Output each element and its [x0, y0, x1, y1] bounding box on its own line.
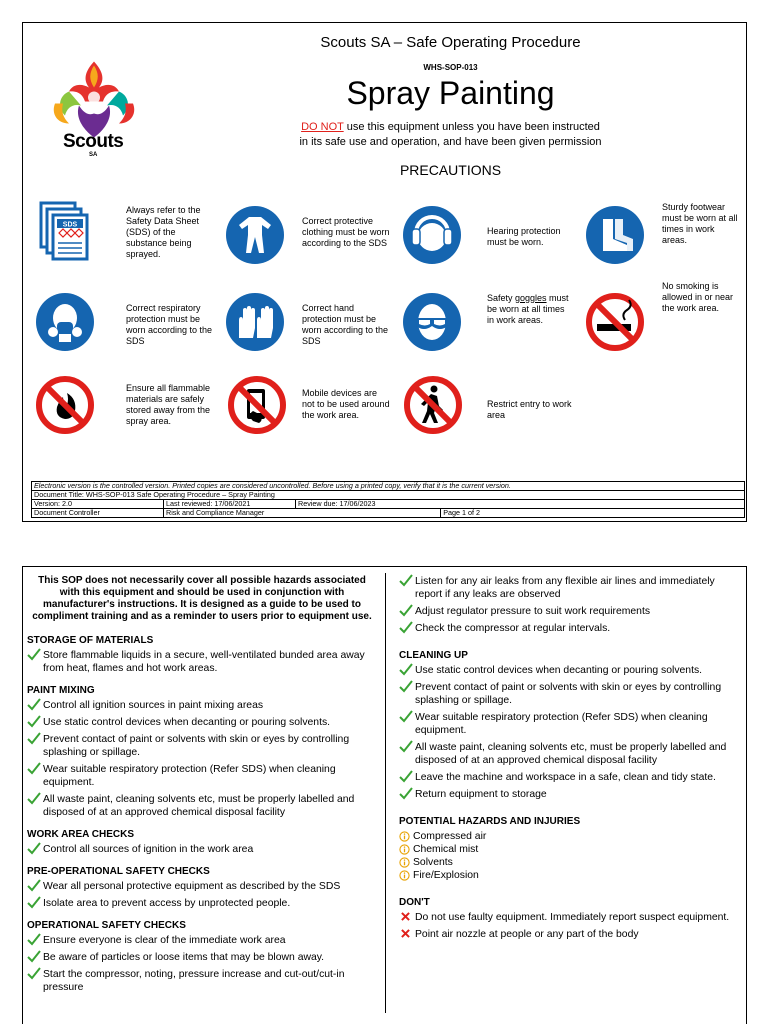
checklist-item	[399, 711, 744, 737]
checklist-item-text: Control all sources of ignition in the work area	[43, 844, 254, 855]
check-icon	[399, 574, 413, 588]
logo-wordmark: Scouts	[63, 131, 124, 152]
controller-cell: Risk and Compliance Manager	[164, 509, 441, 518]
checklist-item	[399, 622, 744, 635]
info-icon	[399, 857, 410, 868]
checklist-item-text: Use static control devices when decanting or pouring solvents.	[415, 665, 703, 676]
version-cell: Version: 2.0	[32, 500, 164, 509]
info-icon	[399, 831, 410, 842]
check-icon	[27, 896, 41, 910]
checklist-item	[27, 649, 377, 675]
section-heading: OPERATIONAL SAFETY CHECKS	[27, 920, 186, 931]
document-code: WHS-SOP-013	[423, 63, 478, 72]
goggles-text-underlined: goggles	[515, 293, 547, 303]
sds-document-icon	[37, 201, 97, 261]
checklist-item	[27, 880, 377, 893]
no-smoking-icon	[585, 292, 645, 352]
checklist-item	[399, 605, 744, 618]
section-heading: POTENTIAL HAZARDS AND INJURIES	[399, 816, 581, 827]
checklist-item-text: Be aware of particles or loose items that may be blown away.	[43, 952, 325, 963]
check-icon	[27, 792, 41, 806]
precaution-text: No smoking is allowed in or near the work area.	[662, 281, 734, 313]
hazard-item	[399, 830, 744, 843]
permission-warning	[263, 120, 638, 150]
check-icon	[399, 680, 413, 694]
hazard-item-text: Fire/Explosion	[413, 870, 479, 881]
dont-item	[399, 928, 744, 941]
controller-label-cell: Document Controller	[32, 509, 164, 518]
column-divider	[385, 573, 386, 1013]
checklist-item-text: Wear all personal protective equipment as described by the SDS	[43, 881, 341, 892]
section-heading: PRE-OPERATIONAL SAFETY CHECKS	[27, 866, 210, 877]
checklist-item	[399, 771, 744, 784]
section-heading: PAINT MIXING	[27, 685, 95, 696]
checklist-item-text: Return equipment to storage	[415, 789, 547, 800]
checklist-item	[27, 763, 377, 789]
page-title: Spray Painting	[346, 75, 555, 111]
precaution-text: Correct respiratory protection must be worn according to the SDS	[126, 303, 213, 346]
check-icon	[399, 663, 413, 677]
document-control-table	[31, 481, 745, 518]
check-icon	[399, 770, 413, 784]
cross-icon	[401, 929, 410, 938]
hazard-item	[399, 856, 744, 869]
svg-text:SDS: SDS	[62, 221, 78, 229]
hazard-item	[399, 869, 744, 882]
respirator-icon	[35, 292, 95, 352]
checklist-item	[399, 681, 744, 707]
precaution-text: Hearing protection must be worn.	[487, 226, 561, 247]
checklist-item	[27, 897, 377, 910]
section-heading: DON'T	[399, 897, 430, 908]
right-column	[399, 575, 744, 945]
precaution-text: Ensure all flammable materials are safely stored away from the spray area.	[126, 383, 211, 426]
check-icon	[27, 732, 41, 746]
checklist-item-text: Wear suitable respiratory protection (Refer SDS) when cleaning equipment.	[415, 712, 708, 736]
hearing-protection-icon	[402, 205, 462, 265]
dont-item-text: Do not use faulty equipment. Immediately report suspect equipment.	[415, 912, 730, 923]
check-icon	[27, 715, 41, 729]
check-icon	[27, 762, 41, 776]
check-icon	[27, 842, 41, 856]
no-entry-icon	[403, 375, 463, 435]
check-icon	[399, 740, 413, 754]
checklist-item-text: Prevent contact of paint or solvents with skin or eyes by controlling splashing or spillage.	[43, 734, 350, 758]
check-icon	[399, 604, 413, 618]
checklist-item	[27, 733, 377, 759]
checklist-item-text: Adjust regulator pressure to suit work requirements	[415, 606, 651, 617]
logo-subtext: SA	[89, 152, 98, 158]
precaution-text: Correct protective clothing must be worn according to the SDS	[302, 216, 390, 248]
section-heading: CLEANING UP	[399, 650, 468, 661]
checklist-item	[399, 788, 744, 801]
goggles-text-pre: Safety	[487, 293, 516, 303]
checklist-item-text: Isolate area to prevent access by unprotected people.	[43, 898, 291, 909]
document-title-cell: Document Title: WHS-SOP-013 Safe Operating Procedure – Spray Painting	[32, 491, 745, 500]
dont-item	[399, 911, 744, 924]
section-heading: STORAGE OF MATERIALS	[27, 635, 154, 646]
checklist-item	[399, 575, 744, 601]
review-due-cell: Review due: 17/06/2023	[296, 500, 745, 509]
controlled-version-notice: Electronic version is the controlled version. Printed copies are considered uncontrolled. Before using a printed copy, verify that it is the current version.	[32, 482, 745, 491]
sop-page-2	[22, 566, 747, 1024]
goggles-text-post: must be worn at all times in work areas.	[487, 293, 569, 325]
checklist-item-text: Listen for any air leaks from any flexible air lines and immediately report if any leaks are observed	[415, 576, 715, 600]
precaution-text: Sturdy footwear must be worn at all times in work areas.	[662, 202, 738, 245]
checklist-item	[27, 968, 377, 994]
checklist-item-text: Store flammable liquids in a secure, well-ventilated bunded area away from heat, flames and hot work areas.	[43, 650, 365, 674]
left-column	[27, 575, 377, 998]
warning-text: use this equipment unless you have been instructed	[343, 121, 600, 133]
checklist-item-text: Wear suitable respiratory protection (Refer SDS) when cleaning equipment.	[43, 764, 336, 788]
check-icon	[27, 950, 41, 964]
hazard-item-text: Compressed air	[413, 831, 487, 842]
checklist-item-text: All waste paint, cleaning solvents etc, must be properly labelled and disposed of at an approved chemical disposal facility	[415, 742, 727, 766]
checklist-item-text: Control all ignition sources in paint mixing areas	[43, 700, 264, 711]
checklist-item	[27, 843, 377, 856]
precaution-text	[487, 293, 569, 326]
precaution-text: Always refer to the Safety Data Sheet (SDS) of the substance being sprayed.	[126, 205, 201, 259]
sop-disclaimer: This SOP does not necessarily cover all possible hazards associated with this equipment and should be used in conjunction with manufacturer's instructions. It is designed as a guide to be used to compliment training and as a reminder to users prior to equipment use.	[32, 575, 372, 622]
precaution-text	[302, 303, 392, 347]
check-icon	[399, 787, 413, 801]
check-icon	[27, 879, 41, 893]
no-mobile-phones-icon	[227, 375, 287, 435]
organisation-heading: Scouts SA – Safe Operating Procedure	[320, 34, 581, 51]
dont-item-text: Point air nozzle at people or any part of the body	[415, 929, 639, 940]
checklist-item	[27, 716, 377, 729]
checklist-item-text: Start the compressor, noting, pressure increase and cut-out/cut-in pressure	[43, 969, 345, 993]
checklist-item	[27, 699, 377, 712]
checklist-item	[27, 793, 377, 819]
precaution-text: Mobile devices are not to be used around the work area.	[302, 388, 390, 420]
section-heading: WORK AREA CHECKS	[27, 829, 135, 840]
warning-text-line2: in its safe use and operation, and have been given permission	[299, 136, 602, 148]
hazard-item-text: Solvents	[413, 857, 453, 868]
checklist-item	[399, 664, 744, 677]
checklist-item-text: Ensure everyone is clear of the immediate work area	[43, 935, 286, 946]
check-icon	[27, 698, 41, 712]
check-icon	[27, 967, 41, 981]
checklist-item-text: Use static control devices when decanting or pouring solvents.	[43, 717, 331, 728]
cross-icon	[401, 912, 410, 921]
check-icon	[399, 710, 413, 724]
precautions-heading: PRECAUTIONS	[399, 162, 502, 178]
safety-goggles-icon	[402, 292, 462, 352]
protective-clothing-icon	[225, 205, 285, 265]
precaution-text-content: Correct hand protection must be worn according to the SDS	[302, 303, 389, 346]
last-reviewed-cell: Last reviewed: 17/06/2021	[164, 500, 296, 509]
precaution-text: Restrict entry to work area	[487, 399, 572, 420]
checklist-item-text: Prevent contact of paint or solvents with skin or eyes by controlling splashing or spillage.	[415, 682, 722, 706]
hazard-item	[399, 843, 744, 856]
checklist-item-text: All waste paint, cleaning solvents etc, must be properly labelled and disposed of at an approved chemical disposal facility	[43, 794, 355, 818]
info-icon	[399, 844, 410, 855]
sop-page-1	[22, 22, 747, 522]
hazard-item-text: Chemical mist	[413, 844, 479, 855]
gloves-icon	[225, 292, 285, 352]
no-flames-icon	[35, 375, 95, 435]
check-icon	[27, 648, 41, 662]
checklist-item-text: Leave the machine and workspace in a safe, clean and tidy state.	[415, 772, 716, 783]
checklist-item	[27, 934, 377, 947]
check-icon	[27, 933, 41, 947]
checklist-item	[399, 741, 744, 767]
do-not-text: DO NOT	[301, 121, 344, 133]
check-icon	[399, 621, 413, 635]
page-number-cell: Page 1 of 2	[441, 509, 745, 518]
checklist-item-text: Check the compressor at regular intervals.	[415, 623, 611, 634]
safety-boots-icon	[585, 205, 645, 265]
checklist-item	[27, 951, 377, 964]
info-icon	[399, 870, 410, 881]
